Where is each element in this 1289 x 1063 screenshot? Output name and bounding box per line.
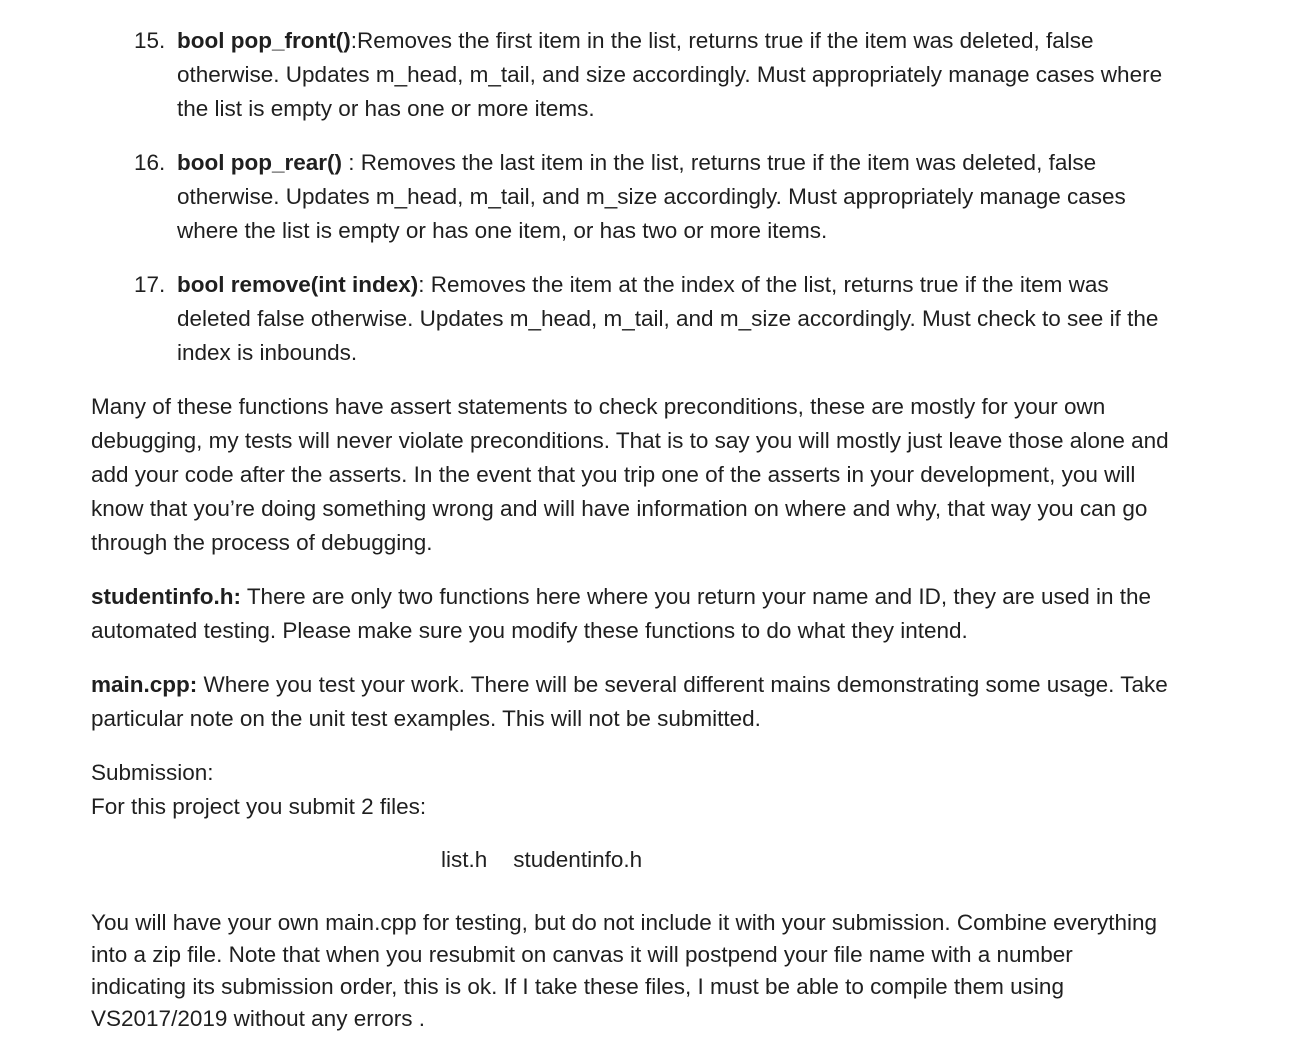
paragraph-line: Many of these functions have assert statements to check preconditions, these are mostly for your own xyxy=(91,394,1106,419)
list-item-body xyxy=(177,268,1227,370)
paragraph-line: Where you test your work. There will be several different mains demonstrating some usage. Take xyxy=(197,672,1168,697)
list-item-first-line xyxy=(177,24,1227,58)
asserts-paragraph xyxy=(91,390,1241,560)
final-paragraph xyxy=(91,907,1241,1035)
paragraph-line: automated testing. Please make sure you modify these functions to do what they intend. xyxy=(91,618,968,643)
description-text: : Removes the item at the index of the list, returns true if the item was xyxy=(418,272,1109,297)
list-item-number: 15. xyxy=(134,28,166,53)
paragraph-line: through the process of debugging. xyxy=(91,530,433,555)
list-item-body xyxy=(177,146,1227,248)
list-item-body xyxy=(177,24,1227,126)
list-item-number: 16. xyxy=(134,150,166,175)
paragraph-line: VS2017/2019 without any errors . xyxy=(91,1006,425,1031)
list-item-first-line xyxy=(177,146,1227,180)
paragraph-line: You will have your own main.cpp for testing, but do not include it with your submission. Combine everything xyxy=(91,910,1157,935)
studentinfo-label: studentinfo.h: xyxy=(91,584,241,609)
paragraph-line: There are only two functions here where you return your name and ID, they are used in the xyxy=(240,584,1152,609)
function-signature: bool remove(int index) xyxy=(177,272,419,297)
submission-files xyxy=(441,843,642,877)
function-signature: bool pop_rear() xyxy=(177,150,343,175)
description-text: : Removes the last item in the list, returns true if the item was deleted, false xyxy=(342,150,1097,175)
paragraph-line: add your code after the asserts. In the event that you trip one of the asserts in your development, you will xyxy=(91,462,1136,487)
paragraph-line: into a zip file. Note that when you resubmit on canvas it will postpend your file name with a number xyxy=(91,942,1073,967)
description-text: :Removes the first item in the list, returns true if the item was deleted, false xyxy=(350,28,1094,53)
description-text: otherwise. Updates m_head, m_tail, and m_size accordingly. Must appropriately manage cases xyxy=(177,184,1126,209)
paragraph-line: debugging, my tests will never violate preconditions. That is to say you will mostly just leave those alone and xyxy=(91,428,1169,453)
description-text: index is inbounds. xyxy=(177,340,358,365)
paragraph-line: indicating its submission order, this is ok. If I take these files, I must be able to compile them using xyxy=(91,974,1064,999)
description-text: deleted false otherwise. Updates m_head, m_tail, and m_size accordingly. Must check to see if the xyxy=(177,306,1159,331)
submission-section xyxy=(91,756,1241,824)
function-signature: bool pop_front() xyxy=(177,28,351,53)
maincpp-paragraph xyxy=(91,668,1241,736)
list-item-number: 17. xyxy=(134,272,166,297)
file-name: studentinfo.h xyxy=(513,847,643,872)
file-name: list.h xyxy=(441,847,488,872)
maincpp-label: main.cpp: xyxy=(91,672,198,697)
description-text: the list is empty or has one or more items. xyxy=(177,96,595,121)
studentinfo-paragraph xyxy=(91,580,1241,648)
paragraph-line: particular note on the unit test examples. This will not be submitted. xyxy=(91,706,761,731)
submission-intro: For this project you submit 2 files: xyxy=(91,794,427,819)
description-text: otherwise. Updates m_head, m_tail, and size accordingly. Must appropriately manage cases where xyxy=(177,62,1163,87)
list-item-first-line xyxy=(177,268,1227,302)
description-text: where the list is empty or has one item, or has two or more items. xyxy=(177,218,828,243)
submission-heading: Submission: xyxy=(91,760,214,785)
paragraph-line: know that you’re doing something wrong and will have information on where and why, that way you can go xyxy=(91,496,1148,521)
